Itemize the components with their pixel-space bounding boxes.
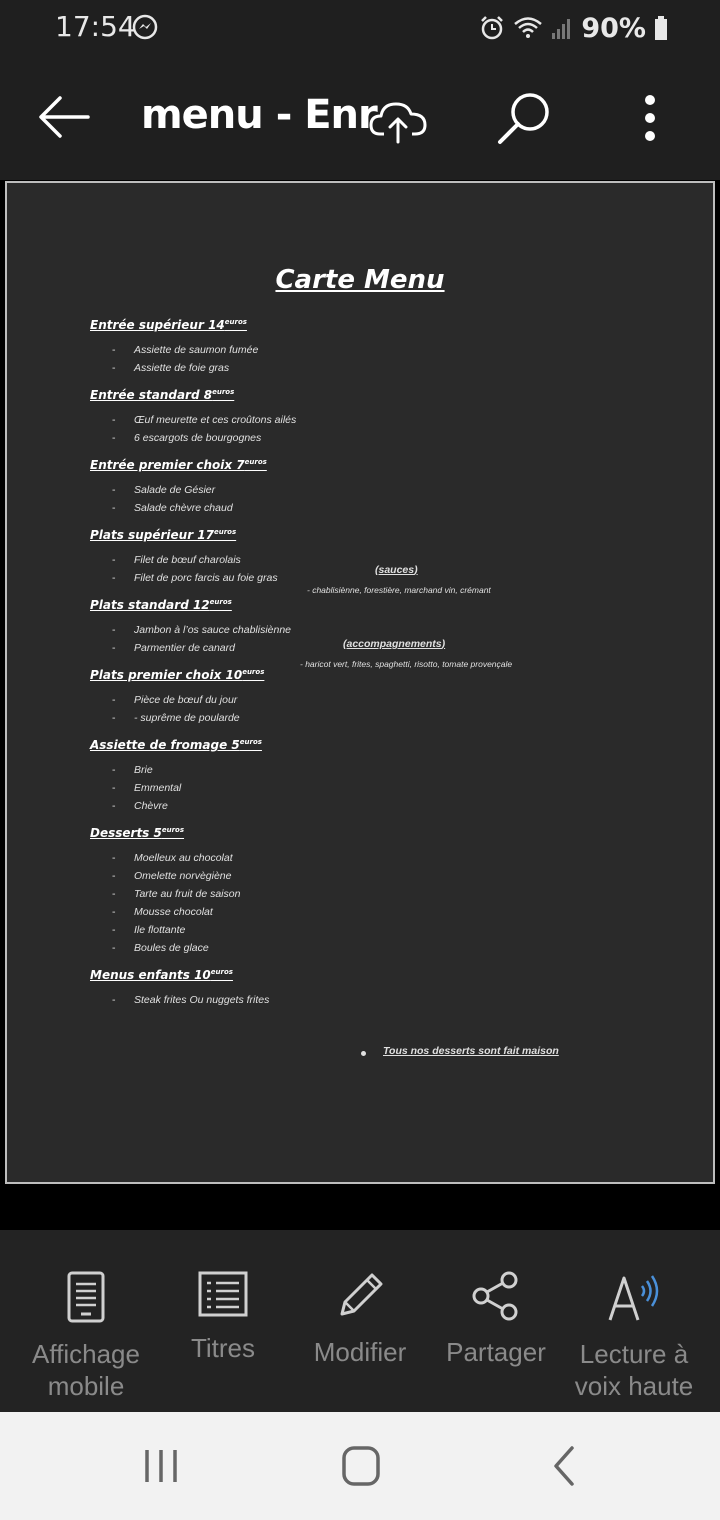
signal-icon	[551, 15, 573, 41]
status-icons	[479, 10, 668, 46]
mobile-view-icon	[66, 1270, 106, 1324]
menu-item: - Filet de bœuf charolais	[90, 551, 710, 569]
headings-icon	[197, 1270, 249, 1318]
read-aloud-label: Lecture à voix haute	[574, 1339, 694, 1401]
menu-item: - Salade de Gésier	[90, 481, 710, 499]
section-heading-text: Plats standard 12	[90, 598, 210, 612]
menu-item: - Moelleux au chocolat	[90, 849, 710, 867]
section-heading	[90, 313, 710, 331]
menu-section	[90, 383, 710, 447]
menu-item: - Brie	[90, 761, 710, 779]
section-heading-text: Desserts 5	[90, 826, 162, 840]
status-bar	[0, 0, 720, 56]
wifi-icon	[513, 15, 543, 41]
search-icon[interactable]	[494, 90, 554, 150]
price-unit: euros	[242, 668, 265, 676]
section-heading-text: Menus enfants 10	[90, 968, 211, 982]
menu-section	[90, 313, 710, 377]
section-heading	[90, 963, 710, 981]
edit-label: Modifier	[313, 1337, 407, 1367]
menu-section	[90, 523, 710, 587]
nav-back-icon[interactable]	[534, 1442, 594, 1490]
section-heading	[90, 453, 710, 471]
home-icon[interactable]	[331, 1442, 391, 1490]
price-unit: euros	[244, 458, 267, 466]
menu-item: - - suprême de poularde	[90, 709, 710, 727]
section-heading	[90, 383, 710, 401]
menu-item: - Pièce de bœuf du jour	[90, 691, 710, 709]
price-unit: euros	[224, 318, 247, 326]
price-unit: euros	[209, 598, 232, 606]
share-label: Partager	[446, 1337, 546, 1367]
mobile-view-label: Affichage mobile	[32, 1339, 140, 1401]
price-unit: euros	[161, 826, 185, 834]
document-title: menu - Enr	[141, 92, 377, 138]
battery-icon	[654, 15, 668, 41]
menu-item: - Steak frites Ou nuggets frites	[90, 991, 710, 1009]
section-heading-text: Assiette de fromage 5	[90, 738, 240, 752]
menu-item: - Œuf meurette et ces croûtons ailés	[90, 411, 710, 429]
app-bar	[0, 56, 720, 180]
menu-item: - Assiette de saumon fumée	[90, 341, 710, 359]
menu-section	[90, 821, 710, 957]
price-unit: euros	[212, 388, 235, 396]
section-heading-text: Plats premier choix 10	[90, 668, 243, 682]
more-vertical-icon[interactable]	[636, 92, 664, 146]
price-unit: euros	[213, 528, 237, 536]
menu-item: - Ile flottante	[90, 921, 710, 939]
menu-item: - Emmental	[90, 779, 710, 797]
menu-title: Carte Menu	[275, 265, 445, 295]
menu-item: - Tarte au fruit de saison	[90, 885, 710, 903]
menu-item: - Jambon à l’os sauce chablisiènne	[90, 621, 710, 639]
menu-section	[90, 663, 710, 727]
menu-item: - Chèvre	[90, 797, 710, 815]
section-heading-text: Entrée supérieur 14	[90, 318, 225, 332]
menu-item: - Assiette de foie gras	[90, 359, 710, 377]
read-aloud-button[interactable]	[564, 1270, 704, 1402]
headings-label: Titres	[190, 1333, 256, 1363]
menu-item: - Parmentier de canard	[90, 639, 710, 657]
section-heading	[90, 821, 710, 839]
section-heading-text: Entrée premier choix 7	[90, 458, 245, 472]
price-unit: euros	[239, 738, 262, 746]
accompaniments-label: (accompagnements)	[343, 638, 446, 650]
recent-apps-icon[interactable]	[131, 1442, 191, 1490]
menu-item: - Omelette norvègiène	[90, 867, 710, 885]
sauces-label: (sauces)	[375, 564, 418, 576]
share-button[interactable]	[426, 1270, 566, 1368]
sauces-list: - chablisiènne, forestière, marchand vin, crémant	[307, 585, 491, 595]
read-aloud-icon	[606, 1270, 662, 1324]
pencil-icon	[334, 1270, 386, 1322]
sauces-label-text: sauces	[378, 564, 415, 576]
mobile-view-button[interactable]	[16, 1270, 156, 1402]
price-unit: euros	[210, 968, 233, 976]
document-area[interactable]	[0, 180, 720, 1230]
menu-item: - Boules de glace	[90, 939, 710, 957]
edit-button[interactable]	[290, 1270, 430, 1368]
section-heading	[90, 523, 710, 541]
menu-item: - 6 escargots de bourgognes	[90, 429, 710, 447]
battery-percent: 90%	[581, 12, 646, 44]
alarm-icon	[479, 15, 505, 41]
menu-item: - Mousse chocolat	[90, 903, 710, 921]
section-heading	[90, 733, 710, 751]
messenger-icon	[132, 14, 158, 40]
section-heading-text: Entrée standard 8	[90, 388, 213, 402]
share-icon	[471, 1270, 521, 1322]
accompaniments-label-text: accompagnements	[346, 638, 442, 650]
system-nav-bar	[0, 1412, 720, 1520]
document-page[interactable]	[5, 181, 715, 1184]
menu-item: - Salade chèvre chaud	[90, 499, 710, 517]
cloud-upload-icon[interactable]	[368, 96, 428, 146]
menu-section	[90, 453, 710, 517]
status-time: 17:54	[55, 10, 136, 43]
section-heading	[90, 593, 710, 611]
desserts-footnote: Tous nos desserts sont fait maison	[383, 1045, 559, 1057]
footnote-bullet	[361, 1051, 366, 1056]
menu-item: - Filet de porc farcis au foie gras	[90, 569, 710, 587]
accompaniments-list: - haricot vert, frites, spaghetti, risotto, tomate provençale	[300, 659, 513, 669]
section-heading-text: Plats supérieur 17	[90, 528, 214, 542]
menu-section	[90, 733, 710, 815]
menu-section	[90, 963, 710, 1009]
back-arrow-icon[interactable]	[36, 94, 92, 140]
headings-button[interactable]	[153, 1270, 293, 1364]
bottom-toolbar	[0, 1230, 720, 1412]
